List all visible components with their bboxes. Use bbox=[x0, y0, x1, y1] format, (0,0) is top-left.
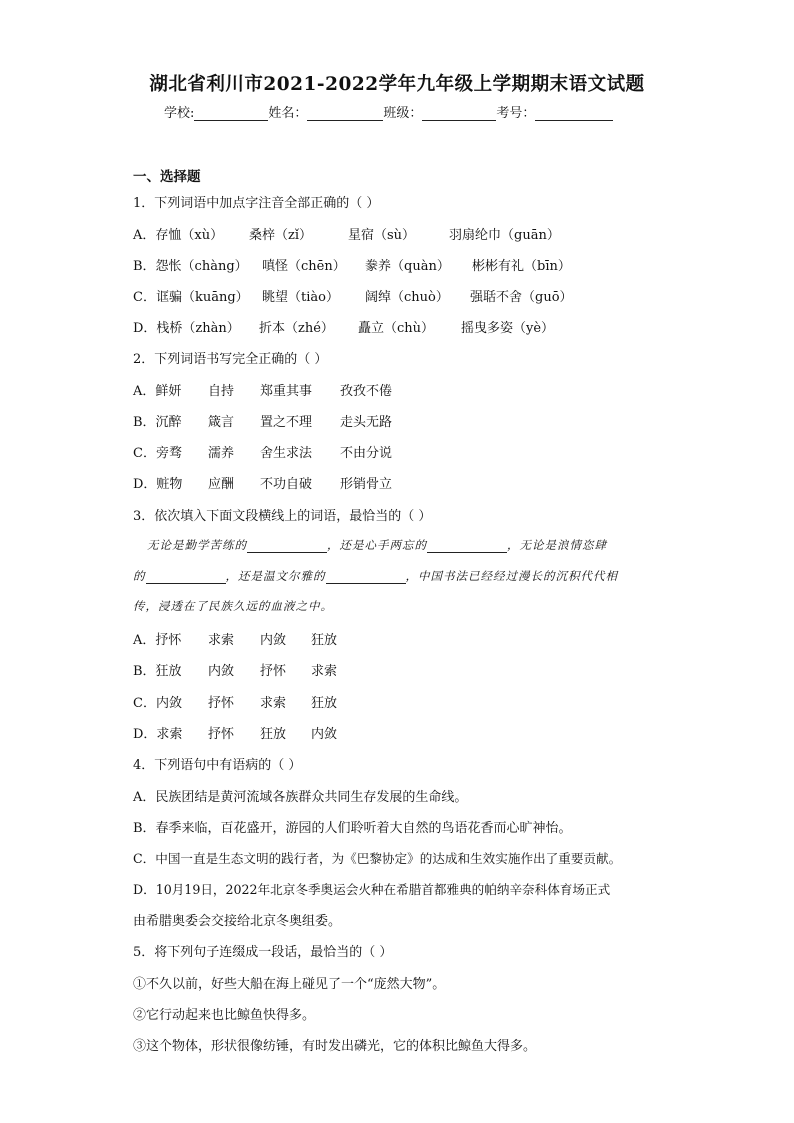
option-part: A．鲜妍 bbox=[133, 384, 182, 399]
option-part: D．栈桥（zhàn） bbox=[133, 321, 240, 336]
option-part: 求索 bbox=[260, 696, 287, 711]
q1-option-c bbox=[133, 286, 573, 305]
option-part: 孜孜不倦 bbox=[340, 384, 393, 399]
q1-option-b bbox=[133, 255, 571, 274]
option-part: D．赃物 bbox=[133, 477, 183, 492]
section-heading: 一、选择题 bbox=[133, 169, 201, 185]
q3-option-b bbox=[133, 660, 337, 679]
q3-option-a bbox=[133, 629, 337, 648]
fill-blank bbox=[326, 571, 406, 584]
q4-option-b: B．春季来临，百花盛开，游园的人们聆听着大自然的鸟语花香而心旷神怡。 bbox=[133, 821, 572, 836]
option-part: 郑重其事 bbox=[260, 384, 313, 399]
option-part: D．求索 bbox=[133, 727, 183, 742]
q3-passage-line-1 bbox=[147, 537, 607, 553]
q1-option-d bbox=[133, 317, 554, 336]
option-part: 桑梓（zǐ） bbox=[249, 228, 313, 243]
q5-sentence-1: ①不久以前，好些大船在海上碰见了一个“庞然大物”。 bbox=[133, 977, 446, 992]
option-part: 不由分说 bbox=[340, 446, 393, 461]
option-part: 矗立（chù） bbox=[358, 321, 435, 336]
q3-option-c bbox=[133, 692, 337, 711]
option-part: 狂放 bbox=[311, 633, 338, 648]
q4-option-d-line-1: D．10月19日，2022年北京冬季奥运会火种在希腊首都雅典的帕纳辛奈科体育场正式 bbox=[133, 882, 611, 897]
q4-option-a: A．民族团结是黄河流域各族群众共同生存发展的生命线。 bbox=[133, 790, 468, 805]
option-part: 阔绰（chuò） bbox=[365, 290, 449, 305]
option-part: 不功自破 bbox=[260, 477, 313, 492]
option-part: 抒怀 bbox=[208, 727, 235, 742]
fill-blank bbox=[427, 540, 507, 553]
q4-option-d-line-2: 由希腊奥委会交接给北京冬奥组委。 bbox=[133, 914, 342, 929]
passage-text: 的 bbox=[133, 569, 146, 583]
option-part: 自持 bbox=[208, 384, 235, 399]
school-label: 学校: bbox=[164, 106, 195, 121]
option-part: 强聒不舍（guō） bbox=[470, 290, 573, 305]
q5-sentence-3: ③这个物体，形状很像纺锤，有时发出磷光，它的体积比鲸鱼大得多。 bbox=[133, 1039, 537, 1054]
option-part: A．存恤（xù） bbox=[133, 228, 224, 243]
option-part: 箴言 bbox=[208, 415, 235, 430]
option-part: 求索 bbox=[208, 633, 235, 648]
fill-blank bbox=[146, 571, 226, 584]
q3-passage-line-3: 传，浸透在了民族久远的血液之中。 bbox=[133, 599, 333, 613]
option-part: 摇曳多姿（yè） bbox=[461, 321, 555, 336]
q1-option-a bbox=[133, 224, 560, 243]
option-part: 求索 bbox=[311, 664, 338, 679]
school-blank bbox=[194, 106, 268, 121]
name-label: 姓名： bbox=[268, 106, 308, 121]
option-part: 折本（zhé） bbox=[259, 321, 334, 336]
number-label: 考号： bbox=[496, 106, 536, 121]
option-part: A．抒怀 bbox=[133, 633, 182, 648]
option-part: 星宿（sù） bbox=[348, 228, 416, 243]
option-part: 眺望（tiào） bbox=[262, 290, 339, 305]
option-part: 形销骨立 bbox=[340, 477, 393, 492]
option-part: B．狂放 bbox=[133, 664, 182, 679]
option-part: B．沉醉 bbox=[133, 415, 182, 430]
option-part: C．诓骗（kuāng） bbox=[133, 290, 249, 305]
q4-stem: 4．下列语句中有语病的（ ） bbox=[133, 758, 302, 773]
name-blank bbox=[307, 106, 383, 121]
fill-blank bbox=[247, 540, 327, 553]
page-title: 湖北省利川市2021-2022学年九年级上学期期末语文试题 bbox=[149, 74, 645, 95]
option-part: 内敛 bbox=[311, 727, 338, 742]
passage-text: 无论是勤学苦练的 bbox=[147, 538, 247, 552]
number-blank bbox=[535, 106, 613, 121]
option-part: 抒怀 bbox=[260, 664, 287, 679]
option-part: 狂放 bbox=[260, 727, 287, 742]
q3-stem: 3．依次填入下面文段横线上的词语，最恰当的（ ） bbox=[133, 509, 432, 524]
option-part: 嗔怪（chēn） bbox=[262, 259, 346, 274]
option-part: 狂放 bbox=[311, 696, 338, 711]
class-blank bbox=[422, 106, 496, 121]
q2-option-c bbox=[133, 442, 392, 461]
q3-option-d bbox=[133, 723, 337, 742]
q5-sentence-2: ②它行动起来也比鲸鱼快得多。 bbox=[133, 1008, 316, 1023]
q2-option-d bbox=[133, 473, 392, 492]
option-part: C．旁骛 bbox=[133, 446, 182, 461]
option-part: 应酬 bbox=[208, 477, 235, 492]
passage-text: ，还是心手两忘的 bbox=[327, 538, 427, 552]
option-part: 濡养 bbox=[208, 446, 235, 461]
option-part: 羽扇纶巾（guān） bbox=[449, 228, 560, 243]
passage-text: ，还是温文尔雅的 bbox=[225, 569, 326, 583]
student-info-row bbox=[164, 102, 613, 121]
option-part: C．内敛 bbox=[133, 696, 182, 711]
q2-option-b bbox=[133, 411, 392, 430]
option-part: 内敛 bbox=[260, 633, 287, 648]
option-part: 走头无路 bbox=[340, 415, 393, 430]
passage-text: ，无论是浪情恣肆 bbox=[507, 538, 607, 552]
q5-stem: 5．将下列句子连缀成一段话，最恰当的（ ） bbox=[133, 945, 393, 960]
option-part: 舍生求法 bbox=[260, 446, 313, 461]
option-part: B．怨怅（chàng） bbox=[133, 259, 248, 274]
q2-option-a bbox=[133, 380, 392, 399]
option-part: 彬彬有礼（bīn） bbox=[472, 259, 571, 274]
option-part: 置之不理 bbox=[260, 415, 313, 430]
q2-stem: 2．下列词语书写完全正确的（ ） bbox=[133, 352, 328, 367]
q4-option-c: C．中国一直是生态文明的践行者，为《巴黎协定》的达成和生效实施作出了重要贡献。 bbox=[133, 851, 622, 866]
q3-passage-line-2 bbox=[133, 568, 618, 584]
q1-stem: 1．下列词语中加点字注音全部正确的（ ） bbox=[133, 196, 380, 211]
passage-text: ，中国书法已经经过漫长的沉积代代相 bbox=[405, 569, 618, 583]
option-part: 内敛 bbox=[208, 664, 235, 679]
option-part: 豢养（quàn） bbox=[365, 259, 450, 274]
class-label: 班级： bbox=[383, 106, 423, 121]
option-part: 抒怀 bbox=[208, 696, 235, 711]
